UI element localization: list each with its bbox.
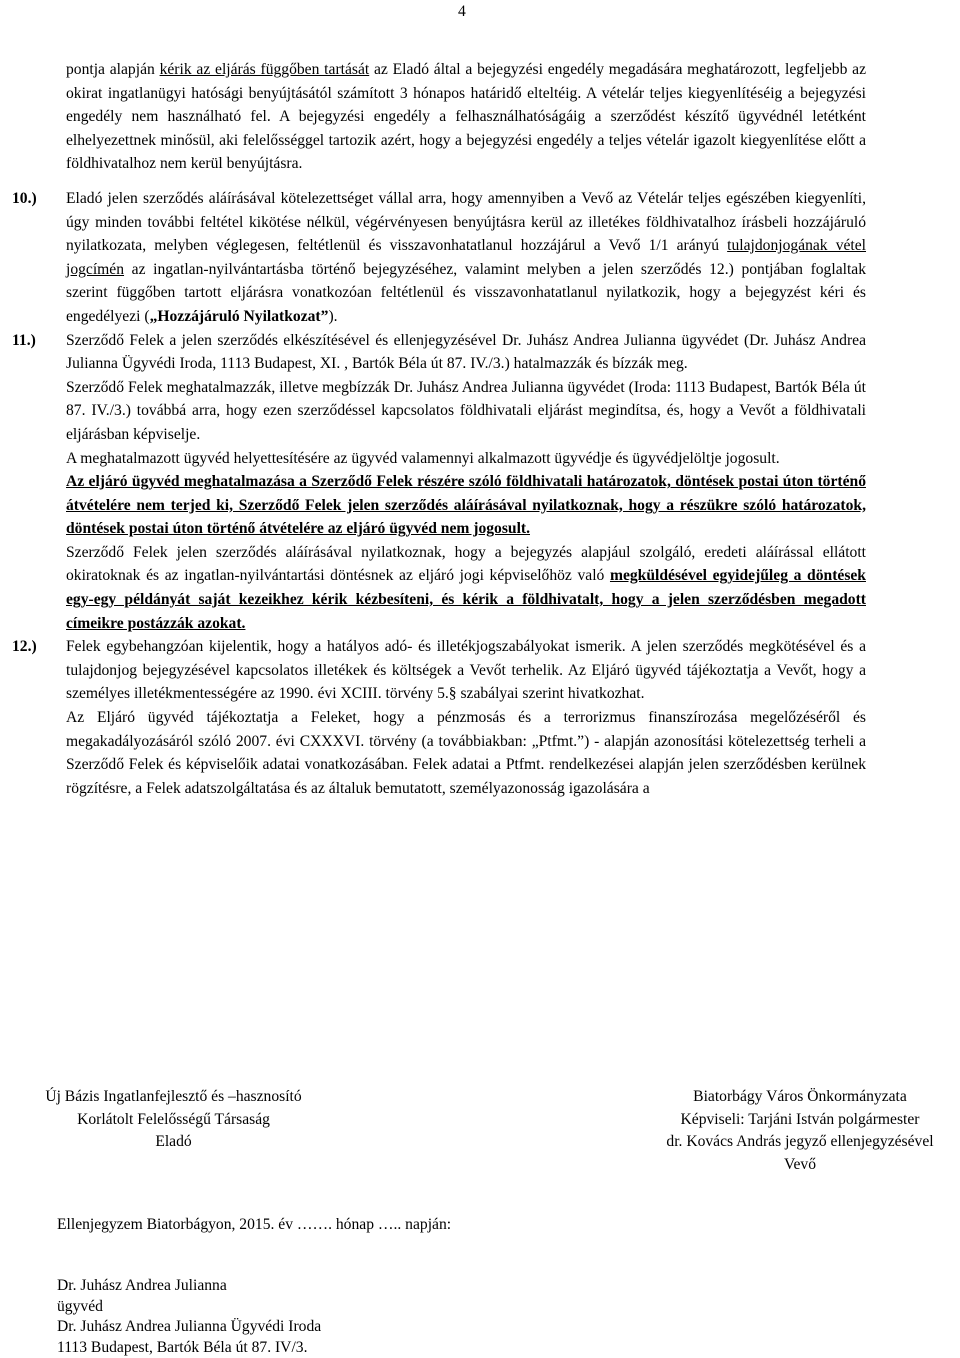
- s11-paragraph-1: Szerződő Felek a jelen szerződés elkészítésével és ellenjegyzésével Dr. Juhász Andrea Julianna ügyvédet (Dr. Juhász Andrea Julianna Ügyvédi Iroda, 1113 Budapest, XI. , Bartók Béla út 87. IV./3.) hatalmazzák és bízzák meg.: [66, 331, 866, 373]
- s10-bold: „Hozzájáruló Nyilatkozat”: [149, 307, 329, 325]
- section-10: [12, 187, 867, 329]
- countersign-line: Ellenjegyzem Biatorbágyon, 2015. év ……. hónap ….. napján:: [57, 1216, 452, 1233]
- s10-text-1: Eladó jelen szerződés aláírásával kötelezettséget vállal arra, hogy amennyiben a Vevő az Vételár teljes egészében kiegyenlíti, úgy minden további feltétel kikötése nélkül, végérvényesen benyújtásra kerül az illetékes földhivatalhoz írásbeli hozzájáruló nyilatkozata, melyben véglegesen, feltétlenül és visszavonhatatlanul hozzájárul a Vevő 1/1 arányú: [66, 189, 866, 255]
- s12-paragraph-2: Az Eljáró ügyvéd tájékoztatja a Feleket, hogy a pénzmosás és a terrorizmus finanszírozása megelőzéséről és megakadályozásáról szóló 2007. évi CXXXVI. törvény (a továbbiakban: „Ptfmt.”) - alapján azonosítási kötelezettség terheli a Szerződő Felek és képviselőik adatai vonatkozásában. Felek adatai a Ptfmt. rendelkezései alapján jelen szerződésben kerülnek rögzítésre, a Felek adatszolgáltatása és az általuk bemutatott, személyazonosság igazolására a: [66, 709, 866, 797]
- section-11: [12, 329, 866, 636]
- buyer-line-1: Biatorbágy Város Önkormányzata: [693, 1088, 907, 1105]
- section-12: [12, 635, 866, 800]
- lawyer-line-1: Dr. Juhász Andrea Julianna: [57, 1277, 227, 1294]
- section-10-paragraph: [66, 187, 866, 329]
- seller-line-1: Új Bázis Ingatlanfejlesztő és –hasznosító: [45, 1088, 302, 1105]
- seller-line-2: Korlátolt Felelősségű Társaság: [77, 1110, 270, 1128]
- s12-paragraph-1: Felek egybehangzóan kijelentik, hogy a hatályos adó- és illetékjogszabályokat ismerik. A jelen szerződés megkötésével és a tulajdonjog bejegyzésével kapcsolatos illetékek és költségek a Vevőt terhelik. Az Eljáró ügyvéd tájékoztatja a Vevőt, hogy a személyes illetékmentességére az 1990. évi XCIII. törvény 5.§ szabályai szerint hivatkozhat.: [66, 638, 866, 703]
- s11-paragraph-2: Szerződő Felek meghatalmazzák, illetve megbízzák Dr. Juhász Andrea Julianna ügyvédet (Iroda: 1113 Budapest, Bartók Béla út 87. IV./3.) továbbá arra, hogy ezen szerződéssel kapcsolatos földhivatali eljárást megindítsa, és, hogy a Vevőt a földhivatali eljárásban képviselje.: [66, 378, 866, 443]
- page-number: 4: [458, 3, 466, 20]
- section-12-number: 12.): [12, 638, 37, 656]
- lawyer-block: [57, 1276, 321, 1358]
- section-10-number: 10.): [12, 189, 37, 207]
- s10-text-2: az ingatlan-nyilvántartásba történő bejegyzéséhez, valamint melyben a jelen szerződés 12.) pontjában foglaltak szerint függőben tartott eljárásra vonatkozóan feltétlenül és visszavonhatatlanul nyilatkozik, hogy a bejegyzést kéri és engedélyezi (: [66, 260, 866, 325]
- seller-signature-block: [36, 1086, 311, 1154]
- intro-text-2: az Eladó által a bejegyzési engedély megadására meghatározott, legfeljebb az okirat ingatlanügyi hatósági benyújtásától számított 3 hónapos határidő elteltéig. A vételár teljes kiegyenlítéséig a bejegyzési engedély nem használható fel. A bejegyzési engedély a felhasználhatóságáig a szerződést készítő ügyvédnél letétként elhelyezettnek minősül, aki felelősséggel tartozik azért, hogy a bejegyzési engedély a teljes vételár igazolt kiegyenlítése előtt a földhivatalhoz nem kerül benyújtásra.: [66, 61, 867, 173]
- intro-underlined: kérik az eljárás függőben tartását: [159, 61, 370, 78]
- s10-underlined: tulajdonjogának vétel jogcímén: [66, 237, 867, 278]
- s11-paragraph-5: [66, 541, 866, 635]
- intro-text-1: pontja alapján: [66, 61, 160, 78]
- lawyer-line-2: ügyvéd: [57, 1297, 103, 1315]
- buyer-line-4: Vevő: [783, 1155, 817, 1173]
- s11-bold-underlined: Az eljáró ügyvéd meghatalmazása a Szerződő Felek részére szóló földhivatali határozatok, döntések postai úton történő átvételére nem terjed ki, Szerződő Felek jelen szerződés aláírásával nyilatkoznak, hogy a részükre szóló határozatok, döntések postai úton történő átvételére az eljáró ügyvéd nem jogosult.: [66, 473, 866, 538]
- contract-body: [12, 58, 867, 800]
- s10-text-3: ).: [328, 307, 338, 325]
- s11-p5-bold-underlined: megküldésével egyidejűleg a döntések egy-egy példányát saját kezeikhez kérik kézbesíteni, és kérik a földhivatalt, hogy a jelen szerződésben megadott címeikre postázzák azokat.: [66, 567, 866, 632]
- s11-paragraph-3: A meghatalmazott ügyvéd helyettesítésére az ügyvéd valamennyi alkalmazott ügyvédje és ügyvédjelöltje jogosult.: [66, 449, 780, 467]
- lawyer-line-4: 1113 Budapest, Bartók Béla út 87. IV/3.: [57, 1338, 308, 1356]
- lawyer-line-3: Dr. Juhász Andrea Julianna Ügyvédi Iroda: [57, 1318, 322, 1335]
- buyer-line-2: Képviseli: Tarjáni István polgármester: [680, 1110, 920, 1128]
- s11-p5-text: Szerződő Felek jelen szerződés aláírásával nyilatkoznak, hogy a bejegyzés alapjául szolgáló, eredeti aláírással ellátott okiratoknak és az ingatlan-nyilvántartási döntésnek az eljáró jogi képviselőhöz való: [66, 543, 866, 585]
- buyer-signature-block: [640, 1086, 960, 1176]
- intro-paragraph: [66, 58, 866, 176]
- section-11-number: 11.): [12, 331, 36, 349]
- s11-paragraph-4: [66, 470, 866, 541]
- buyer-line-3: dr. Kovács András jegyző ellenjegyzésével: [666, 1133, 934, 1150]
- seller-line-3: Eladó: [155, 1133, 192, 1150]
